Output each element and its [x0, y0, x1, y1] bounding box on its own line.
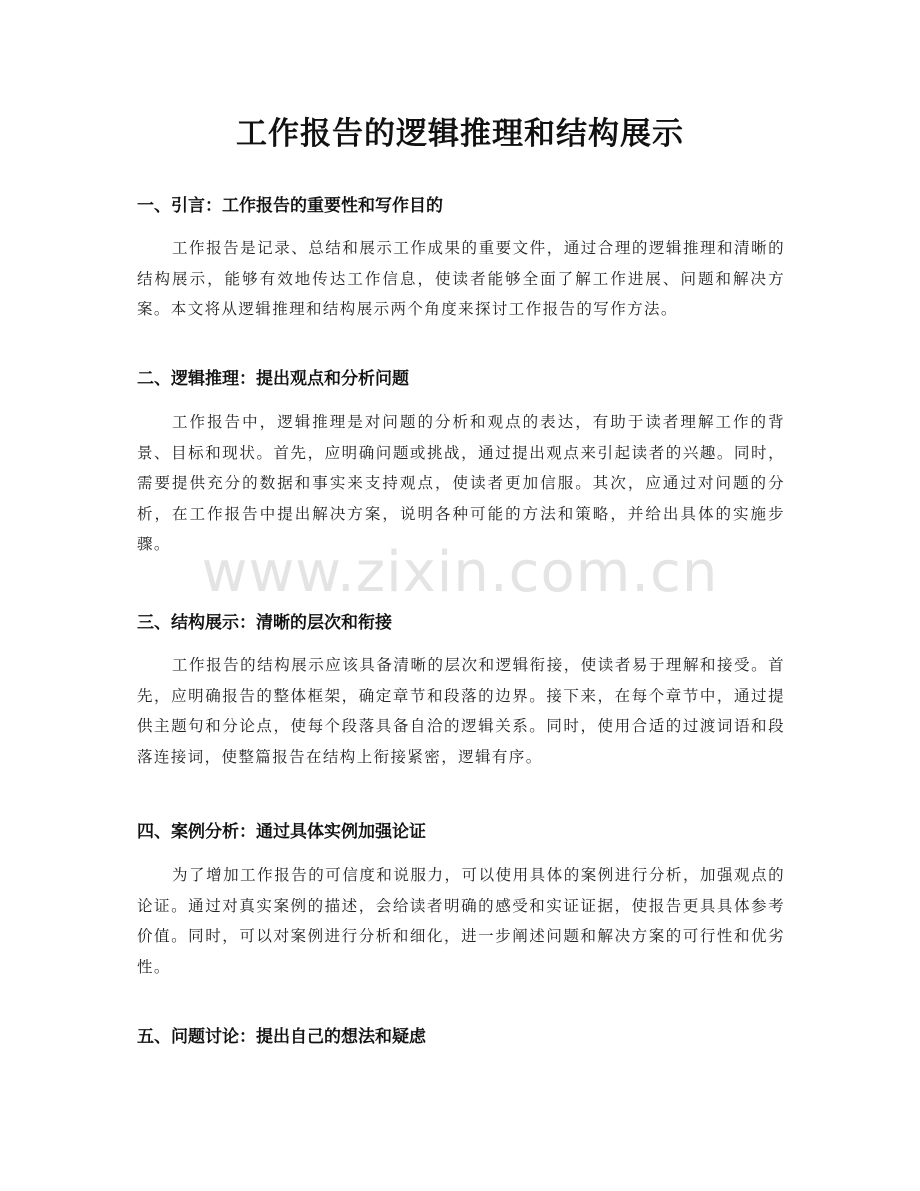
- section-heading-1: 一、引言：工作报告的重要性和写作目的: [137, 196, 443, 216]
- watermark: www.zixin.com.cn: [201, 540, 719, 605]
- section-body-2: 工作报告中，逻辑推理是对问题的分析和观点的表达，有助于读者理解工作的背景、目标和现状。首先，应明确问题或挑战，通过提出观点来引起读者的兴趣。同时，需要提供充分的数据和事实来支持观点，使读者更加信服。其次，应通过对问题的分析，在工作报告中提出解决方案，说明各种可能的方法和策略，并给出具体的实施步骤。: [137, 413, 785, 554]
- section-heading-2: 二、逻辑推理：提出观点和分析问题: [137, 369, 409, 389]
- section-body-3: 工作报告的结构展示应该具备清晰的层次和逻辑衔接，使读者易于理解和接受。首先，应明确报告的整体框架，确定章节和段落的边界。接下来，在每个章节中，通过提供主题句和分论点，使每个段落具备自洽的逻辑关系。同时，使用合适的过渡词语和段落连接词，使整篇报告在结构上衔接紧密，逻辑有序。: [137, 656, 785, 766]
- section-body-1: 工作报告是记录、总结和展示工作成果的重要文件，通过合理的逻辑推理和清晰的结构展示，能够有效地传达工作信息，使读者能够全面了解工作进展、问题和解决方案。本文将从逻辑推理和结构展示两个角度来探讨工作报告的写作方法。: [137, 239, 785, 319]
- section-heading-4: 四、案例分析：通过具体实例加强论证: [137, 822, 426, 842]
- section-heading-3: 三、结构展示：清晰的层次和衔接: [137, 613, 392, 633]
- document-title: 工作报告的逻辑推理和结构展示: [236, 116, 684, 152]
- section-heading-5: 五、问题讨论：提出自己的想法和疑虑: [137, 1027, 426, 1047]
- section-body-4: 为了增加工作报告的可信度和说服力，可以使用具体的案例进行分析，加强观点的论证。通过对真实案例的描述，会给读者明确的感受和实证证据，使报告更具具体参考价值。同时，可以对案例进行分析和细化，进一步阐述问题和解决方案的可行性和优劣性。: [137, 866, 785, 976]
